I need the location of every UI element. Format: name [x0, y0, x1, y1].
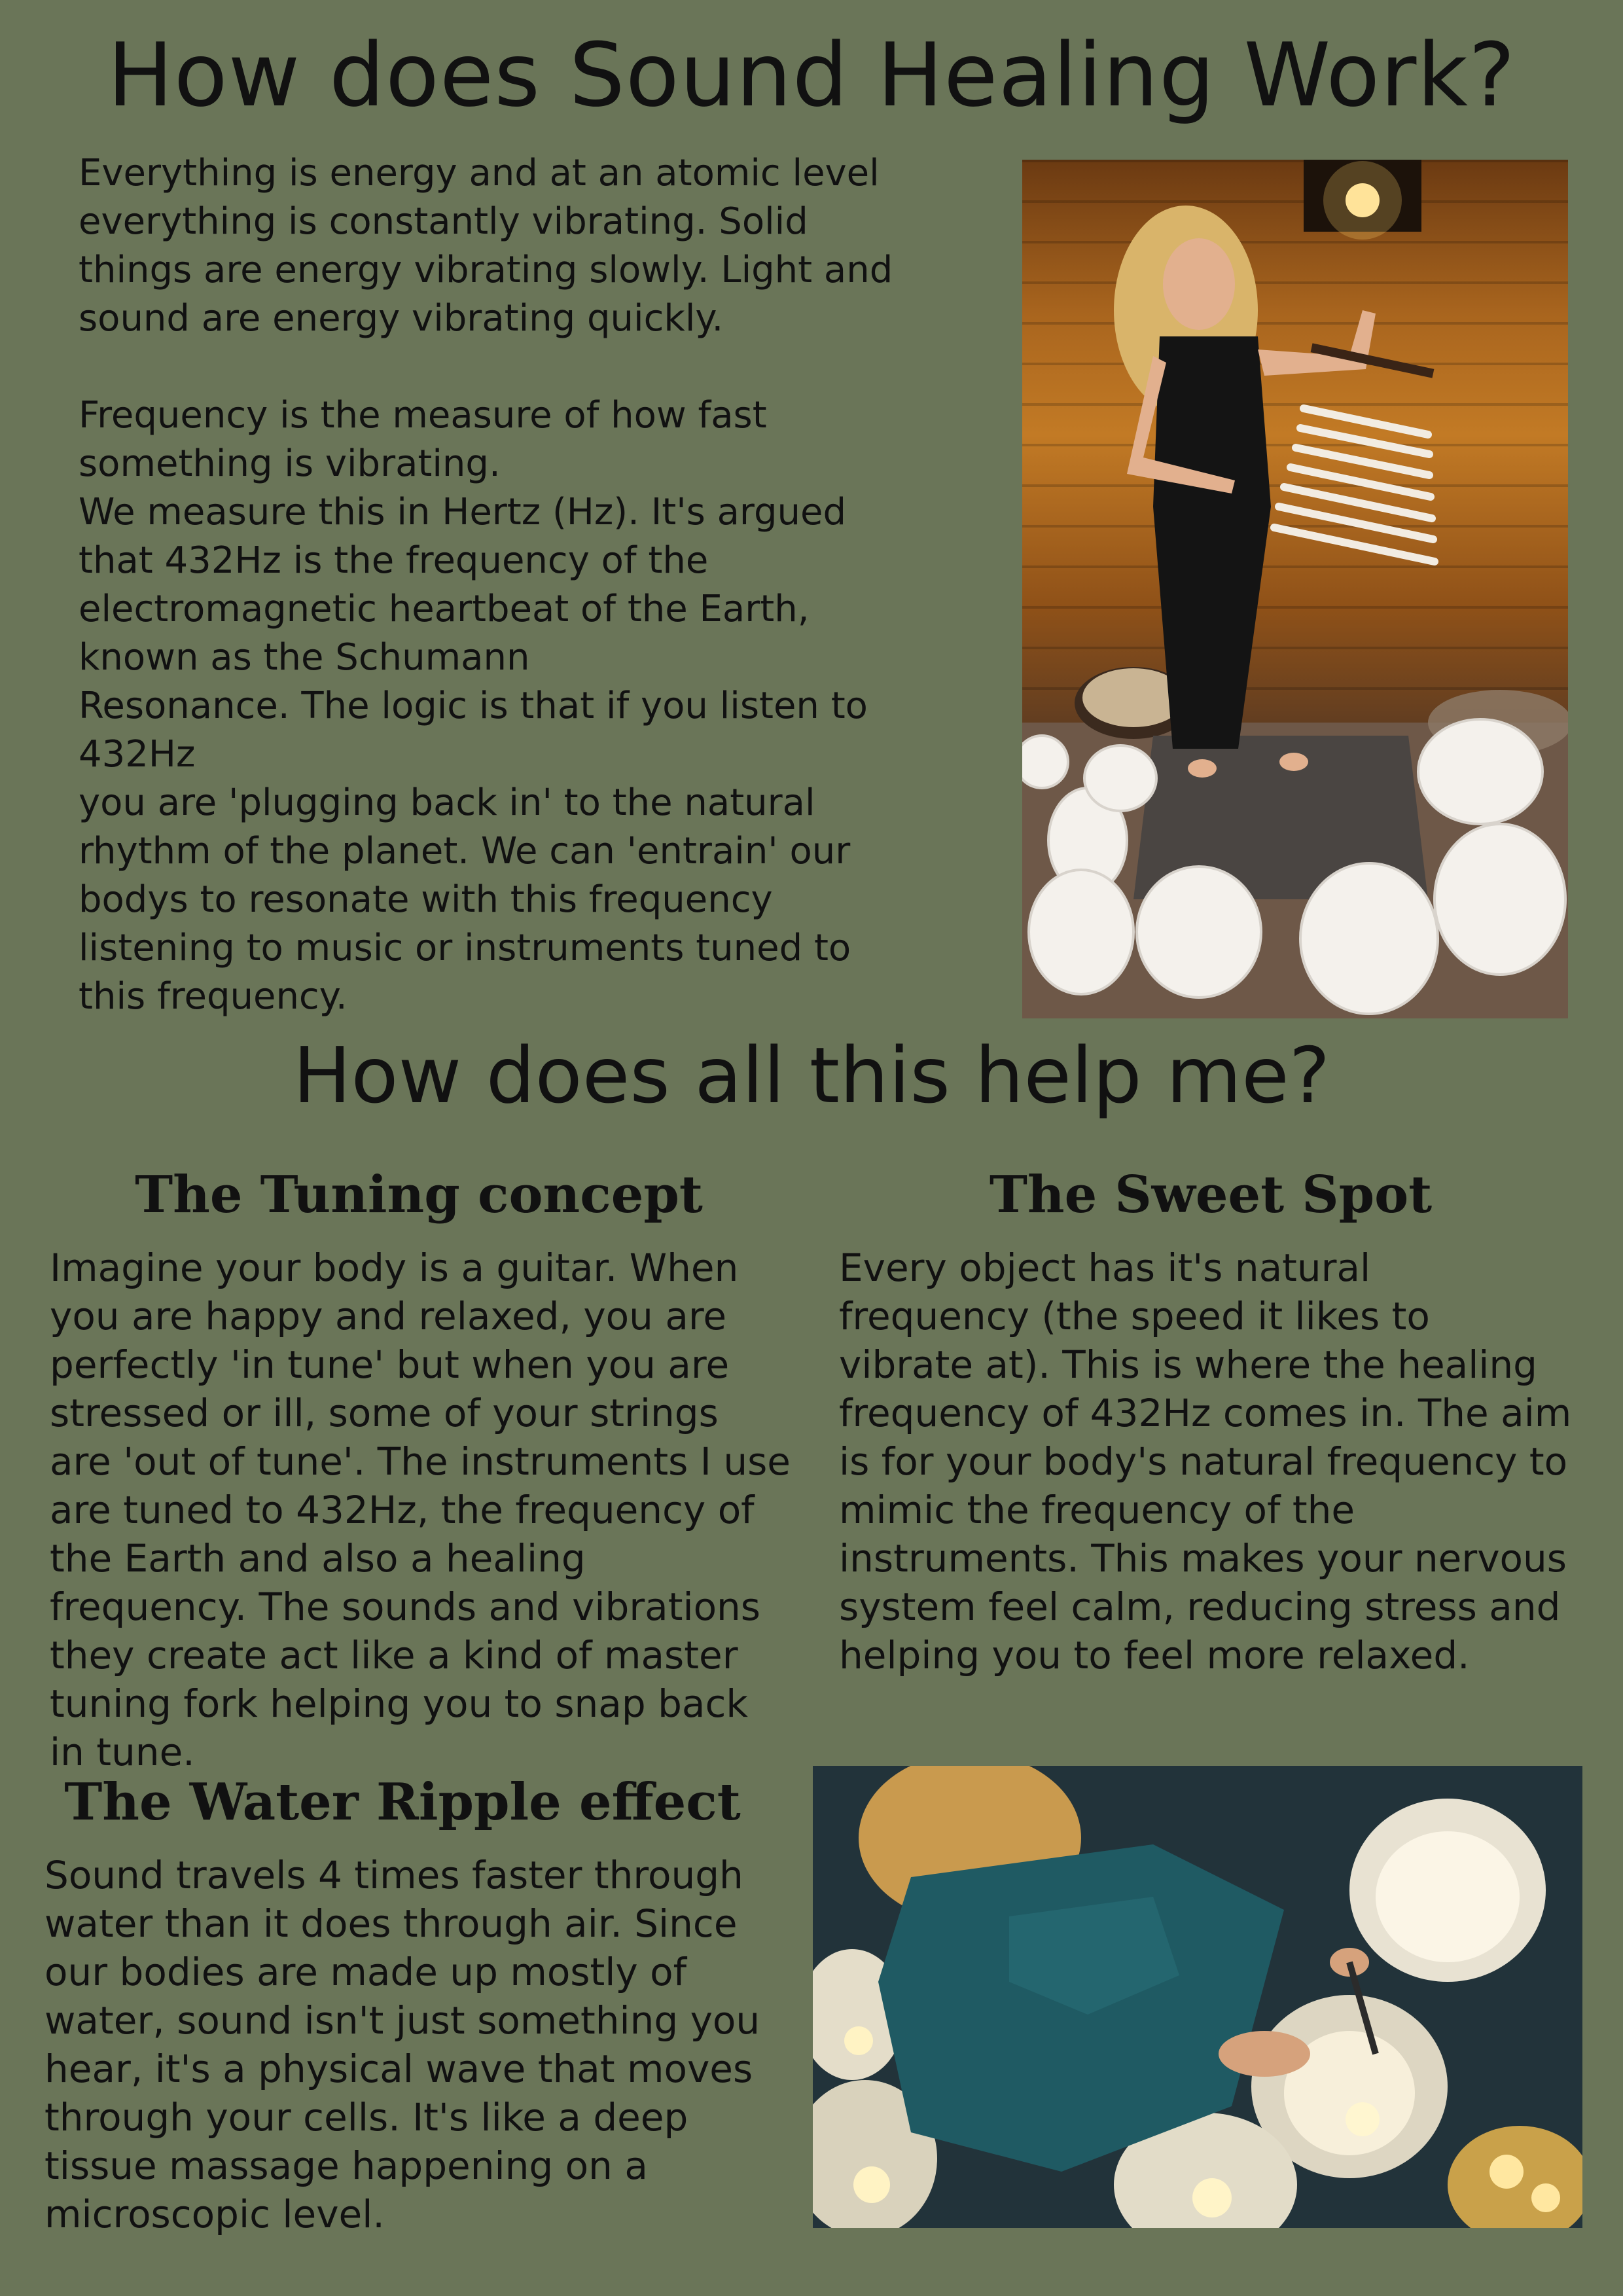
chimes-photo: [1022, 160, 1568, 1018]
sweet-spot-text: Every object has it's natural frequency (the speed it likes to vibrate at). This is where the healing frequency of 432Hz comes in. The aim is for your body's natural frequency to mimic the frequency of the instruments. This makes your nervous system feel calm, reducing stress and helping you to feel more relaxed.: [839, 1246, 1572, 1677]
sweet-spot-heading: The Sweet Spot: [989, 1165, 1433, 1225]
tuning-text: Imagine your body is a guitar. When you are happy and relaxed, you are perfectly 'in tune' but when you are stressed or ill, some of your strings are 'out of tune'. The instruments I use are tuned to 432Hz, the frequency of the Earth and also a healing frequency. The sounds and vibrations they create act like a kind of master tuning fork helping you to snap back in tune.: [50, 1246, 791, 1774]
water-ripple-heading: The Water Ripple effect: [64, 1772, 741, 1832]
tuning-heading: The Tuning concept: [135, 1165, 703, 1225]
singing-bowls-photo: [813, 1766, 1582, 2228]
intro-text: Everything is energy and at an atomic level everything is constantly vibrating. Solid things are energy vibrating slowly. Light and sound are energy vibrating quickly. Frequency is the measure of how fast something is vibrating. We measure this in Hertz (Hz). It's argued that 432Hz is the frequency of the electromagnetic heartbeat of the Earth, known as the Schumann Resonance. The logic is that if you listen to 432Hz you are 'plugging back in' to the natural rhythm of the planet. We can 'entrain' our bodys to resonate with this frequency listening to music or instruments tuned to this frequency.: [79, 152, 893, 1018]
water-ripple-text: Sound travels 4 times faster through water than it does through air. Since our bodies are made up mostly of water, sound isn't just something you hear, it's a physical wave that moves through your cells. It's like a deep tissue massage happening on a microscopic level.: [45, 1853, 760, 2236]
page-title: How does Sound Healing Work?: [107, 24, 1516, 126]
section-title-help: How does all this help me?: [293, 1030, 1330, 1121]
